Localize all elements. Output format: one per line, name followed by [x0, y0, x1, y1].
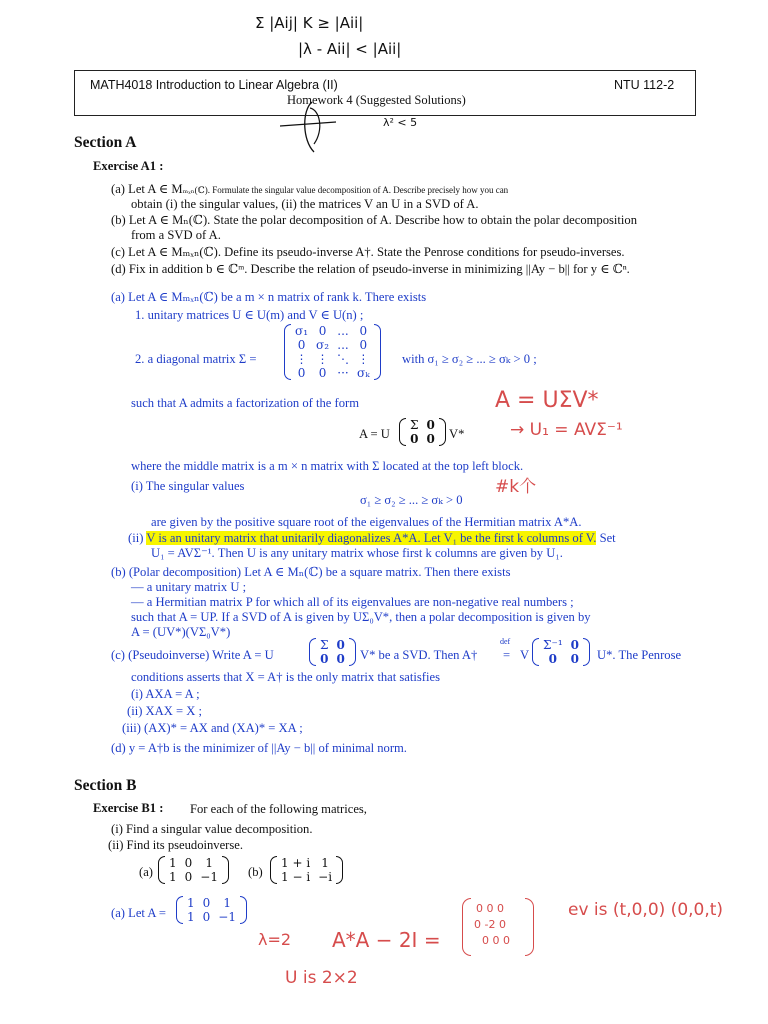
- answer-b1-matrix: 1 0 1 1 0 −1: [176, 896, 247, 924]
- handwritten-ata-minus-2i: A*A − 2I =: [332, 928, 441, 952]
- answer-c-v: V: [520, 648, 530, 662]
- answer-c-pinv-matrix: Σ⁻¹ 0 0 0: [532, 638, 590, 666]
- answer-c-iii: (iii) (AX)* = AX and (XA)* = XA ;: [122, 721, 303, 735]
- answer-c-svd-matrix: Σ 0 0 0: [309, 638, 356, 666]
- course-title: MATH4018 Introduction to Linear Algebra (II): [90, 78, 338, 92]
- svd-block-matrix: Σ 0 0 0: [399, 418, 446, 446]
- exercise-b1-i: (i) Find a singular value decomposition.: [111, 822, 313, 836]
- answer-c-prefix: (c) (Pseudoinverse) Write A = U: [111, 648, 274, 662]
- answer-c-eq: =: [503, 648, 511, 662]
- matrix-b: 1 + i 1 1 − i −i: [270, 856, 343, 884]
- matrix-a-label: (a): [139, 865, 153, 879]
- exercise-a1-label: Exercise A1 :: [93, 159, 164, 173]
- handwritten-cross-mark: [280, 100, 420, 160]
- handwritten-u-size: U is 2×2: [285, 968, 358, 988]
- answer-singular-values-label: (i) The singular values: [131, 479, 245, 493]
- section-b-title: Section B: [74, 777, 137, 794]
- handwritten-u1-note: → U₁ = AVΣ⁻¹: [510, 420, 623, 440]
- matrix-b-label: (b): [248, 865, 263, 879]
- handwritten-note-top-2: |λ - Aii| < |Aii|: [298, 40, 402, 58]
- handwritten-note-top-1: Σ |Aij| K ≥ |Aii|: [255, 14, 364, 32]
- answer-b-line3: such that A = UP. If a SVD of A is given by UΣ₀V*, then a polar decomposition is given by: [131, 610, 591, 624]
- handwritten-lambda-2: λ=2: [258, 930, 292, 949]
- term-label: NTU 112-2: [614, 78, 675, 92]
- answer-singular-values-ineq: σ₁ ≥ σ₂ ≥ ... ≥ σₖ > 0: [360, 493, 463, 507]
- section-a-title: Section A: [74, 134, 137, 151]
- svd-rhs: V*: [449, 427, 465, 441]
- answer-ii-line2: U₁ = AVΣ⁻¹. Then U is any unitary matrix whose first k columns are given by U₁.: [151, 546, 563, 560]
- question-d: (d) Fix in addition b ∈ ℂᵐ. Describe the relation of pseudo-inverse in minimizing ||Ay − b|| for y ∈ ℂⁿ.: [111, 262, 630, 276]
- exercise-b1-label: Exercise B1 :: [93, 801, 164, 815]
- handwritten-k-note: #k个: [495, 477, 537, 497]
- answer-a-item1: 1. unitary matrices U ∈ U(m) and V ∈ U(n) ;: [135, 308, 364, 322]
- diagonal-matrix: σ₁ 0 ... 0 0 σ₂ ... 0 ⋮ ⋮ ⋱ ⋮ 0 0 ··· σₖ: [284, 324, 381, 380]
- answer-d: (d) y = A†b is the minimizer of ||Ay − b|| of minimal norm.: [111, 741, 407, 755]
- handwritten-eigenvectors: ev is (t,0,0) (0,0,t): [568, 900, 724, 920]
- question-b-line2: from a SVD of A.: [131, 228, 221, 242]
- homework-subtitle: Homework 4 (Suggested Solutions): [287, 93, 466, 107]
- exercise-b1-ii: (ii) Find its pseudoinverse.: [108, 838, 244, 852]
- answer-b1-prefix: (a) Let A =: [111, 906, 167, 920]
- answer-a-intro: (a) Let A ∈ Mₘₓₙ(ℂ) be a m × n matrix of rank k. There exists: [111, 290, 427, 304]
- answer-middle-matrix-line: where the middle matrix is a m × n matrix with Σ located at the top left block.: [131, 459, 524, 473]
- svd-lhs: A = U: [359, 427, 390, 441]
- answer-singular-values-rest: are given by the positive square root of the eigenvalues of the Hermitian matrix A*A.: [151, 515, 582, 529]
- handwritten-svd-note: A = UΣV*: [495, 388, 599, 413]
- answer-b-dash1: — a unitary matrix U ;: [131, 580, 247, 594]
- answer-c-line2: conditions asserts that X = A† is the only matrix that satisfies: [131, 670, 440, 684]
- answer-factorization-line: such that A admits a factorization of the form: [131, 396, 360, 410]
- answer-c-i: (i) AXA = A ;: [131, 687, 200, 701]
- answer-ii: (ii) V is an unitary matrix that unitarily diagonalizes A*A. Let V₁ be the first k columns of V. Set: [128, 531, 616, 545]
- answer-a-item2-prefix: 2. a diagonal matrix Σ =: [135, 352, 257, 366]
- answer-c-def: def: [500, 637, 511, 646]
- answer-c-ii: (ii) XAX = X ;: [127, 704, 202, 718]
- handwritten-matrix: 0 0 0 0 -2 0 0 0 0: [462, 898, 534, 956]
- highlighted-text: V is an unitary matrix that unitarily diagonalizes A*A. Let V₁ be the first k columns of V.: [146, 531, 597, 545]
- answer-c-end: U*. The Penrose: [597, 648, 682, 662]
- matrix-a: 1 0 1 1 0 −1: [158, 856, 229, 884]
- question-a-line2: obtain (i) the singular values, (ii) the matrices V an U in a SVD of A.: [131, 197, 479, 211]
- question-c: (c) Let A ∈ Mₘₓₙ(ℂ). Define its pseudo-inverse A†. State the Penrose conditions for pseudo-inverses.: [111, 245, 625, 259]
- answer-c-mid: V* be a SVD. Then A†: [360, 648, 478, 662]
- question-b: (b) Let A ∈ Mₙ(ℂ). State the polar decomposition of A. Describe how to obtain the polar decomposition: [111, 213, 637, 227]
- handwritten-lambda-note: λ² < 5: [383, 116, 418, 129]
- answer-b-intro: (b) (Polar decomposition) Let A ∈ Mₙ(ℂ) be a square matrix. Then there exists: [111, 565, 511, 579]
- answer-b-line4: A = (UV*)(VΣ₀V*): [131, 625, 231, 639]
- exercise-b1-text: For each of the following matrices,: [190, 802, 367, 816]
- answer-b-dash2: — a Hermitian matrix P for which all of its eigenvalues are non-negative real numbers ;: [131, 595, 574, 609]
- question-a: (a) Let A ∈ Mₘₓₙ(ℂ). Formulate the singular value decomposition of A. Describe precisely how you can: [111, 182, 509, 196]
- answer-a-item2-suffix: with σ₁ ≥ σ₂ ≥ ... ≥ σₖ > 0 ;: [402, 352, 537, 366]
